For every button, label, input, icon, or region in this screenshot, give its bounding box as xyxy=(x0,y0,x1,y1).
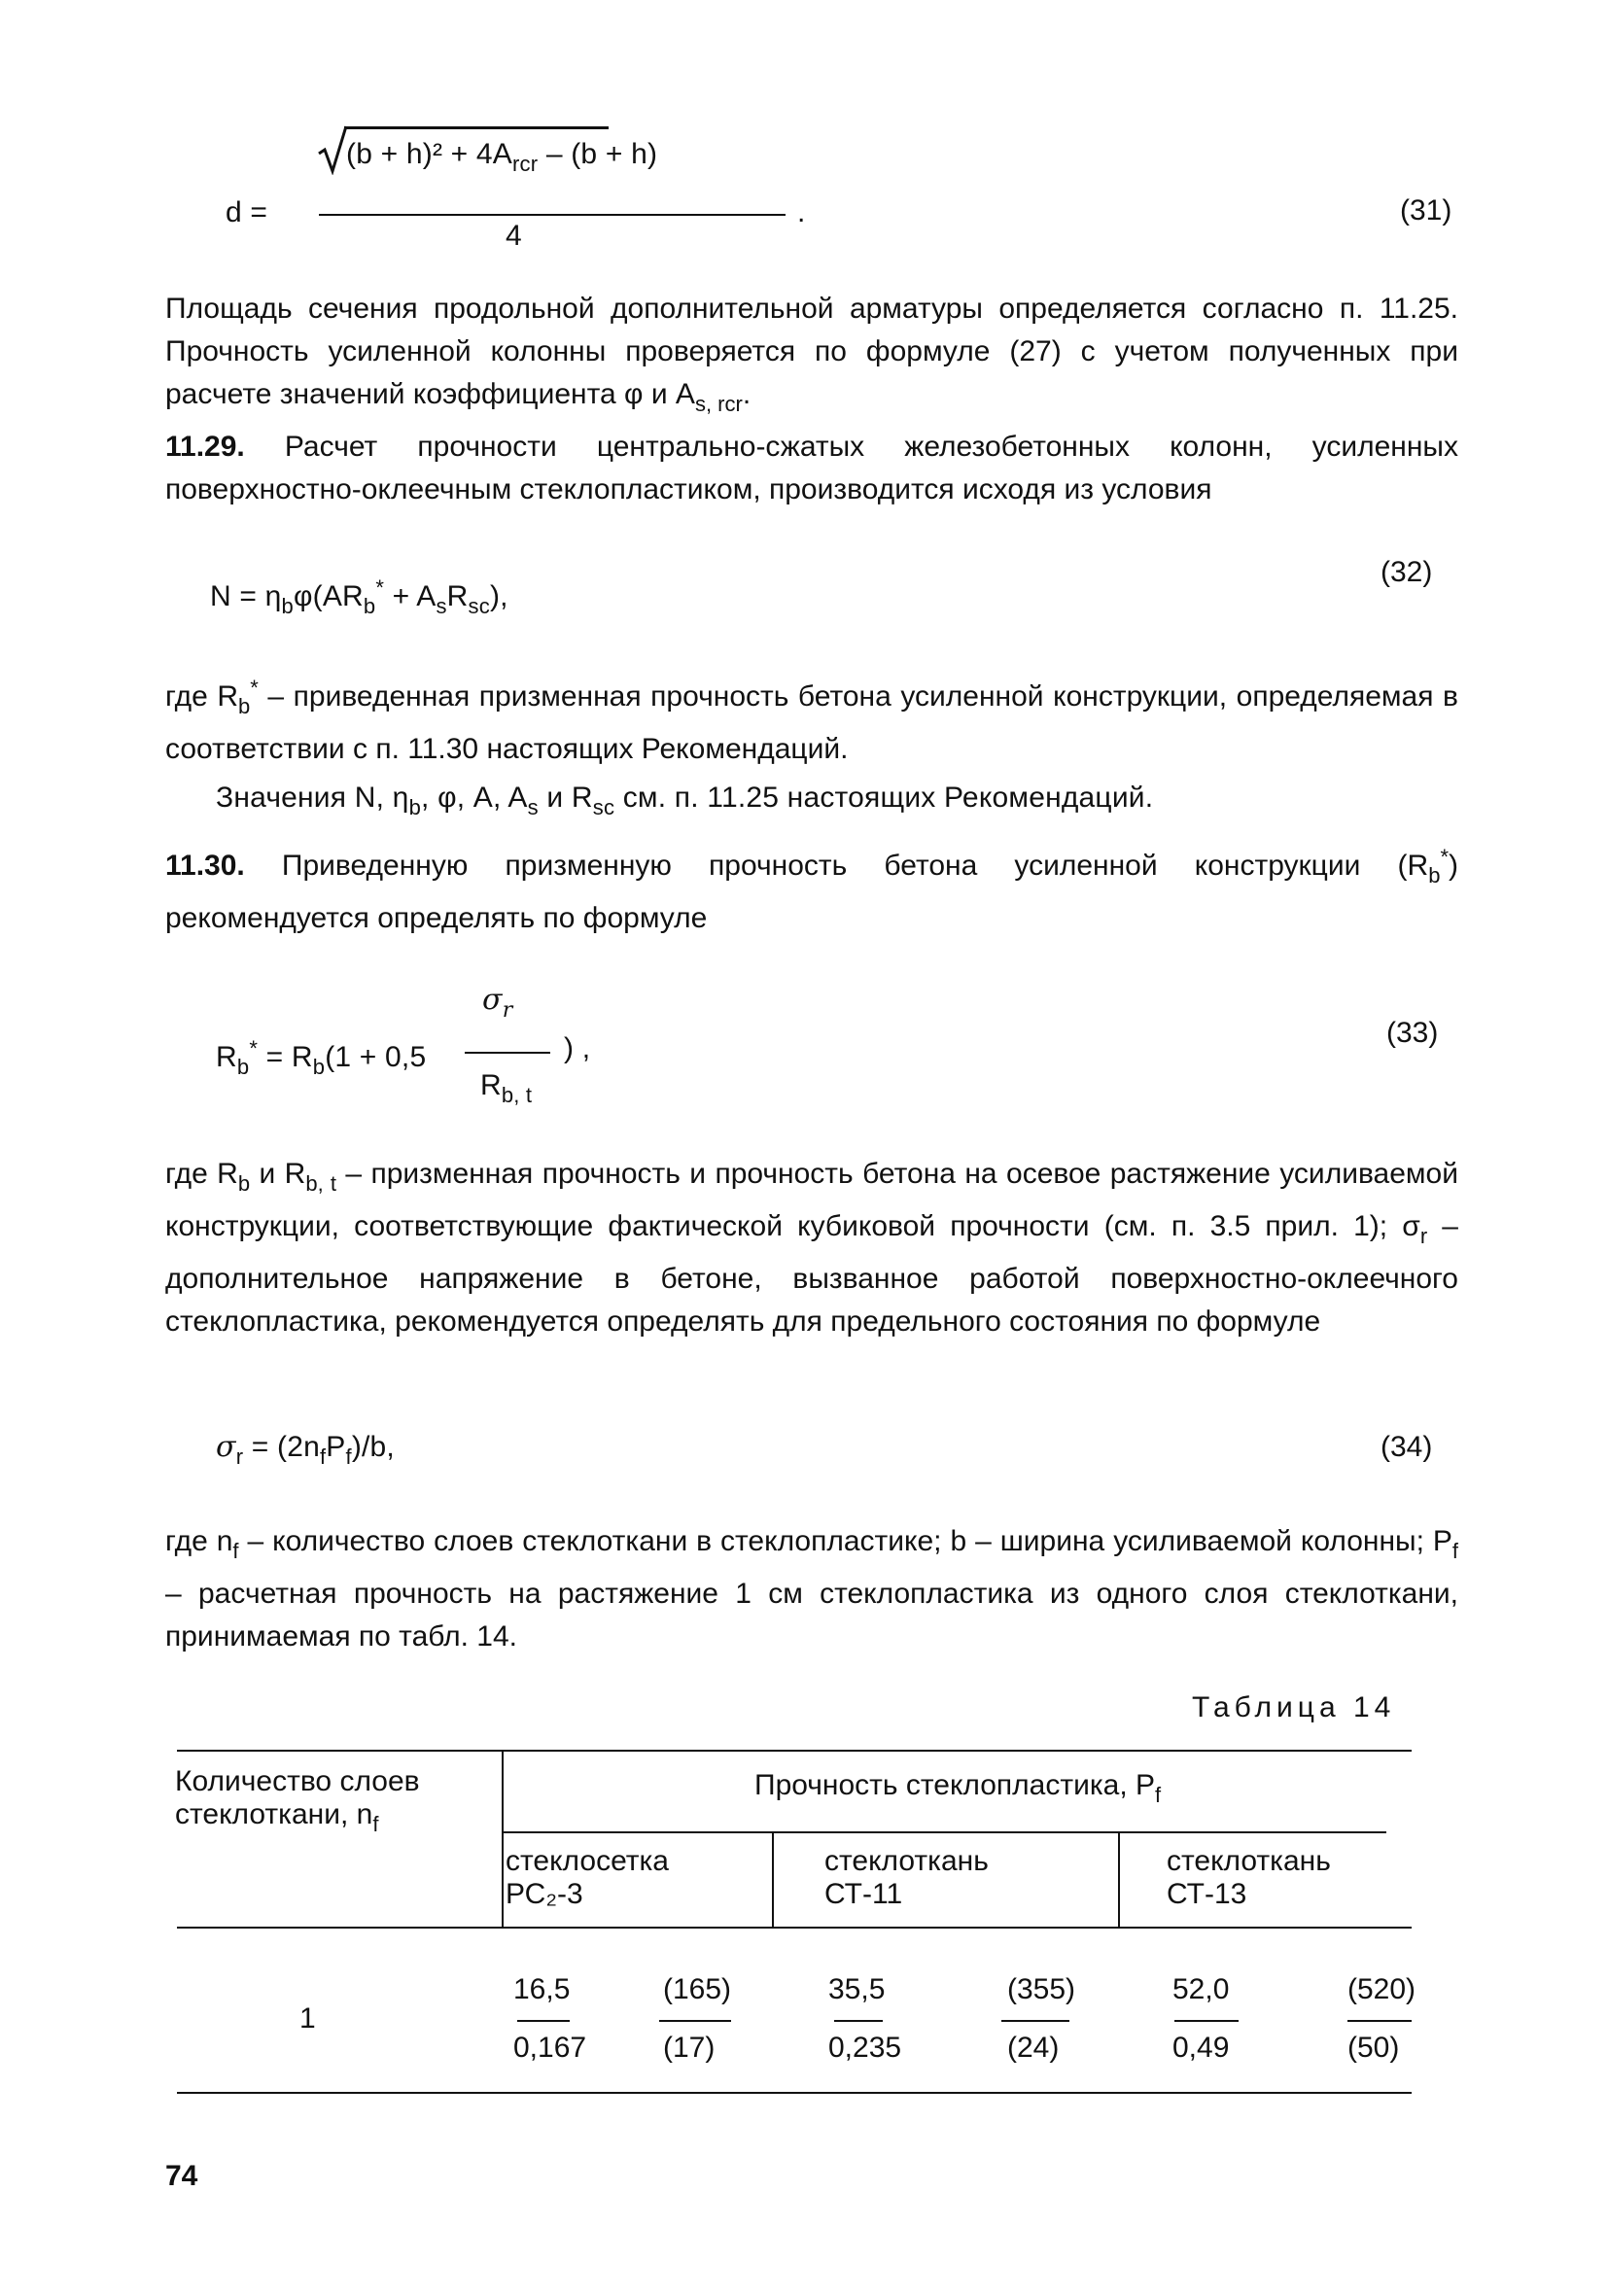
table-subheader-3: стеклоткань СТ-13 xyxy=(1167,1845,1331,1910)
paragraph-2: 11.29. Расчет прочности центрально-сжатых железобетонных колонн, усиленных поверхностно-оклеечным стеклопластиком, производится исходя из условия xyxy=(165,431,1458,505)
sqrt-bar xyxy=(344,126,609,129)
eq32: $N = \eta_b\varphi(AR_b^* + A_sR_{sc})$, xyxy=(210,575,508,618)
table-cell-2-top: (165) xyxy=(663,1973,732,2005)
table-subheader-1: стеклосетка РС₂-3 xyxy=(506,1845,669,1910)
table-cell-1-bar xyxy=(517,2020,570,2022)
eq33-sigma: $\sigma_r$ xyxy=(482,983,513,1023)
table-cell-5-top: 52,0 xyxy=(1172,1973,1230,2005)
table-subcol-divider-2 xyxy=(1118,1831,1120,1929)
eq33-close: ) , xyxy=(564,1032,591,1064)
table-group-rule xyxy=(502,1831,1386,1833)
table-cell-2-bottom: (17) xyxy=(663,2032,716,2064)
table-col-divider xyxy=(502,1750,504,1929)
eq31-number: (31) xyxy=(1400,194,1452,226)
table-cell-5-bottom: 0,49 xyxy=(1172,2032,1230,2064)
table-col1-header: Количество слоев стеклоткани, $n_f$ xyxy=(175,1765,420,1836)
table-subheader-2: стеклоткань СТ-11 xyxy=(824,1845,989,1910)
eq31-numerator: $(b + h)^2 + 4A_{rcr} - (b + h)$ xyxy=(346,138,658,176)
table-cell-6-top: (520) xyxy=(1347,1973,1416,2005)
paragraph-5: 11.30. Приведенную призменную прочность бетона усиленной конструкции $(R_b^*)$ рекомендуется определять по формуле xyxy=(165,845,1458,934)
eq33-denominator: $R_{b, t}$ xyxy=(480,1069,533,1107)
table-bottom-rule xyxy=(177,2092,1412,2094)
table-cell-4-top: (355) xyxy=(1007,1973,1076,2005)
eq33-fraction-bar xyxy=(465,1052,550,1054)
sqrt-sign xyxy=(317,124,346,173)
table-cell-6-bottom: (50) xyxy=(1347,2032,1400,2064)
table-cell-1-bottom: 0,167 xyxy=(513,2032,587,2064)
eq31-lhs: d = xyxy=(226,196,268,228)
table-cell-2-bar xyxy=(659,2020,731,2022)
table-cell-layers: 1 xyxy=(299,2002,316,2035)
table-cell-4-bar xyxy=(1001,2020,1069,2022)
eq34-number: (34) xyxy=(1381,1431,1433,1463)
paragraph-1: Площадь сечения продольной дополнительной арматуры определяется согласно п. 11.25. Прочность усиленной колонны проверяется по формуле (27) с учетом полученных при расчете значений коэффициента φ и $A_{s, rcr}$. xyxy=(165,293,1458,416)
eq33-lhs: $R_b^* = R_b(1 + 0,5$ xyxy=(216,1036,427,1079)
eq34: $\sigma_r = (2n_fP_f)/b$, xyxy=(216,1430,395,1469)
table-cell-1-top: 16,5 xyxy=(513,1973,571,2005)
eq31-fraction-bar xyxy=(319,214,786,216)
eq32-number: (32) xyxy=(1381,556,1433,588)
eq31-denominator: 4 xyxy=(506,220,522,252)
paragraph-7: где $n_f$ – количество слоев стеклоткани в стеклопластике; b – ширина усиливаемой колонны; $P_f$ – расчетная прочность на растяжение 1 см стеклопластика из одного слоя стеклоткани, принимаемая по табл. 14. xyxy=(165,1525,1458,1652)
table-caption: Таблица 14 xyxy=(1192,1691,1396,1723)
table-top-rule xyxy=(177,1750,1412,1752)
paragraph-4: Значения N, $\eta_b$, φ, A, $A_s$ и $R_{sc}$ см. п. 11.25 настоящих Рекомендаций. xyxy=(216,782,1154,819)
eq33-number: (33) xyxy=(1386,1017,1439,1049)
paragraph-6: где $R_b$ и $R_{b, t}$ – призменная прочность и прочность бетона на осевое растяжение усиливаемой конструкции, соответствующие фактической кубиковой прочности (см. п. 3.5 прил. 1); $\sigma_r$ – дополнительное напряжение в бетоне, вызванное работой поверхностно-оклеечного стеклопластика, рекомендуется определять для предельного состояния по формуле xyxy=(165,1158,1458,1338)
table-header-rule xyxy=(177,1927,1412,1929)
table-cell-3-bottom: 0,235 xyxy=(828,2032,902,2064)
table-cell-3-top: 35,5 xyxy=(828,1973,886,2005)
table-cell-5-bar xyxy=(1174,2020,1239,2022)
table-cell-4-bottom: (24) xyxy=(1007,2032,1060,2064)
table-subcol-divider-1 xyxy=(772,1831,774,1929)
eq31-dot: . xyxy=(797,196,806,228)
page-number: 74 xyxy=(165,2160,198,2192)
table-cell-3-bar xyxy=(834,2020,883,2022)
table-group-header: Прочность стеклопластика, $P_f$ xyxy=(754,1769,1162,1807)
paragraph-3: где $R_b^*$ – приведенная призменная прочность бетона усиленной конструкции, определяемая в соответствии с п. 11.30 настоящих Рекомендаций. xyxy=(165,676,1458,765)
table-cell-6-bar xyxy=(1347,2020,1412,2022)
